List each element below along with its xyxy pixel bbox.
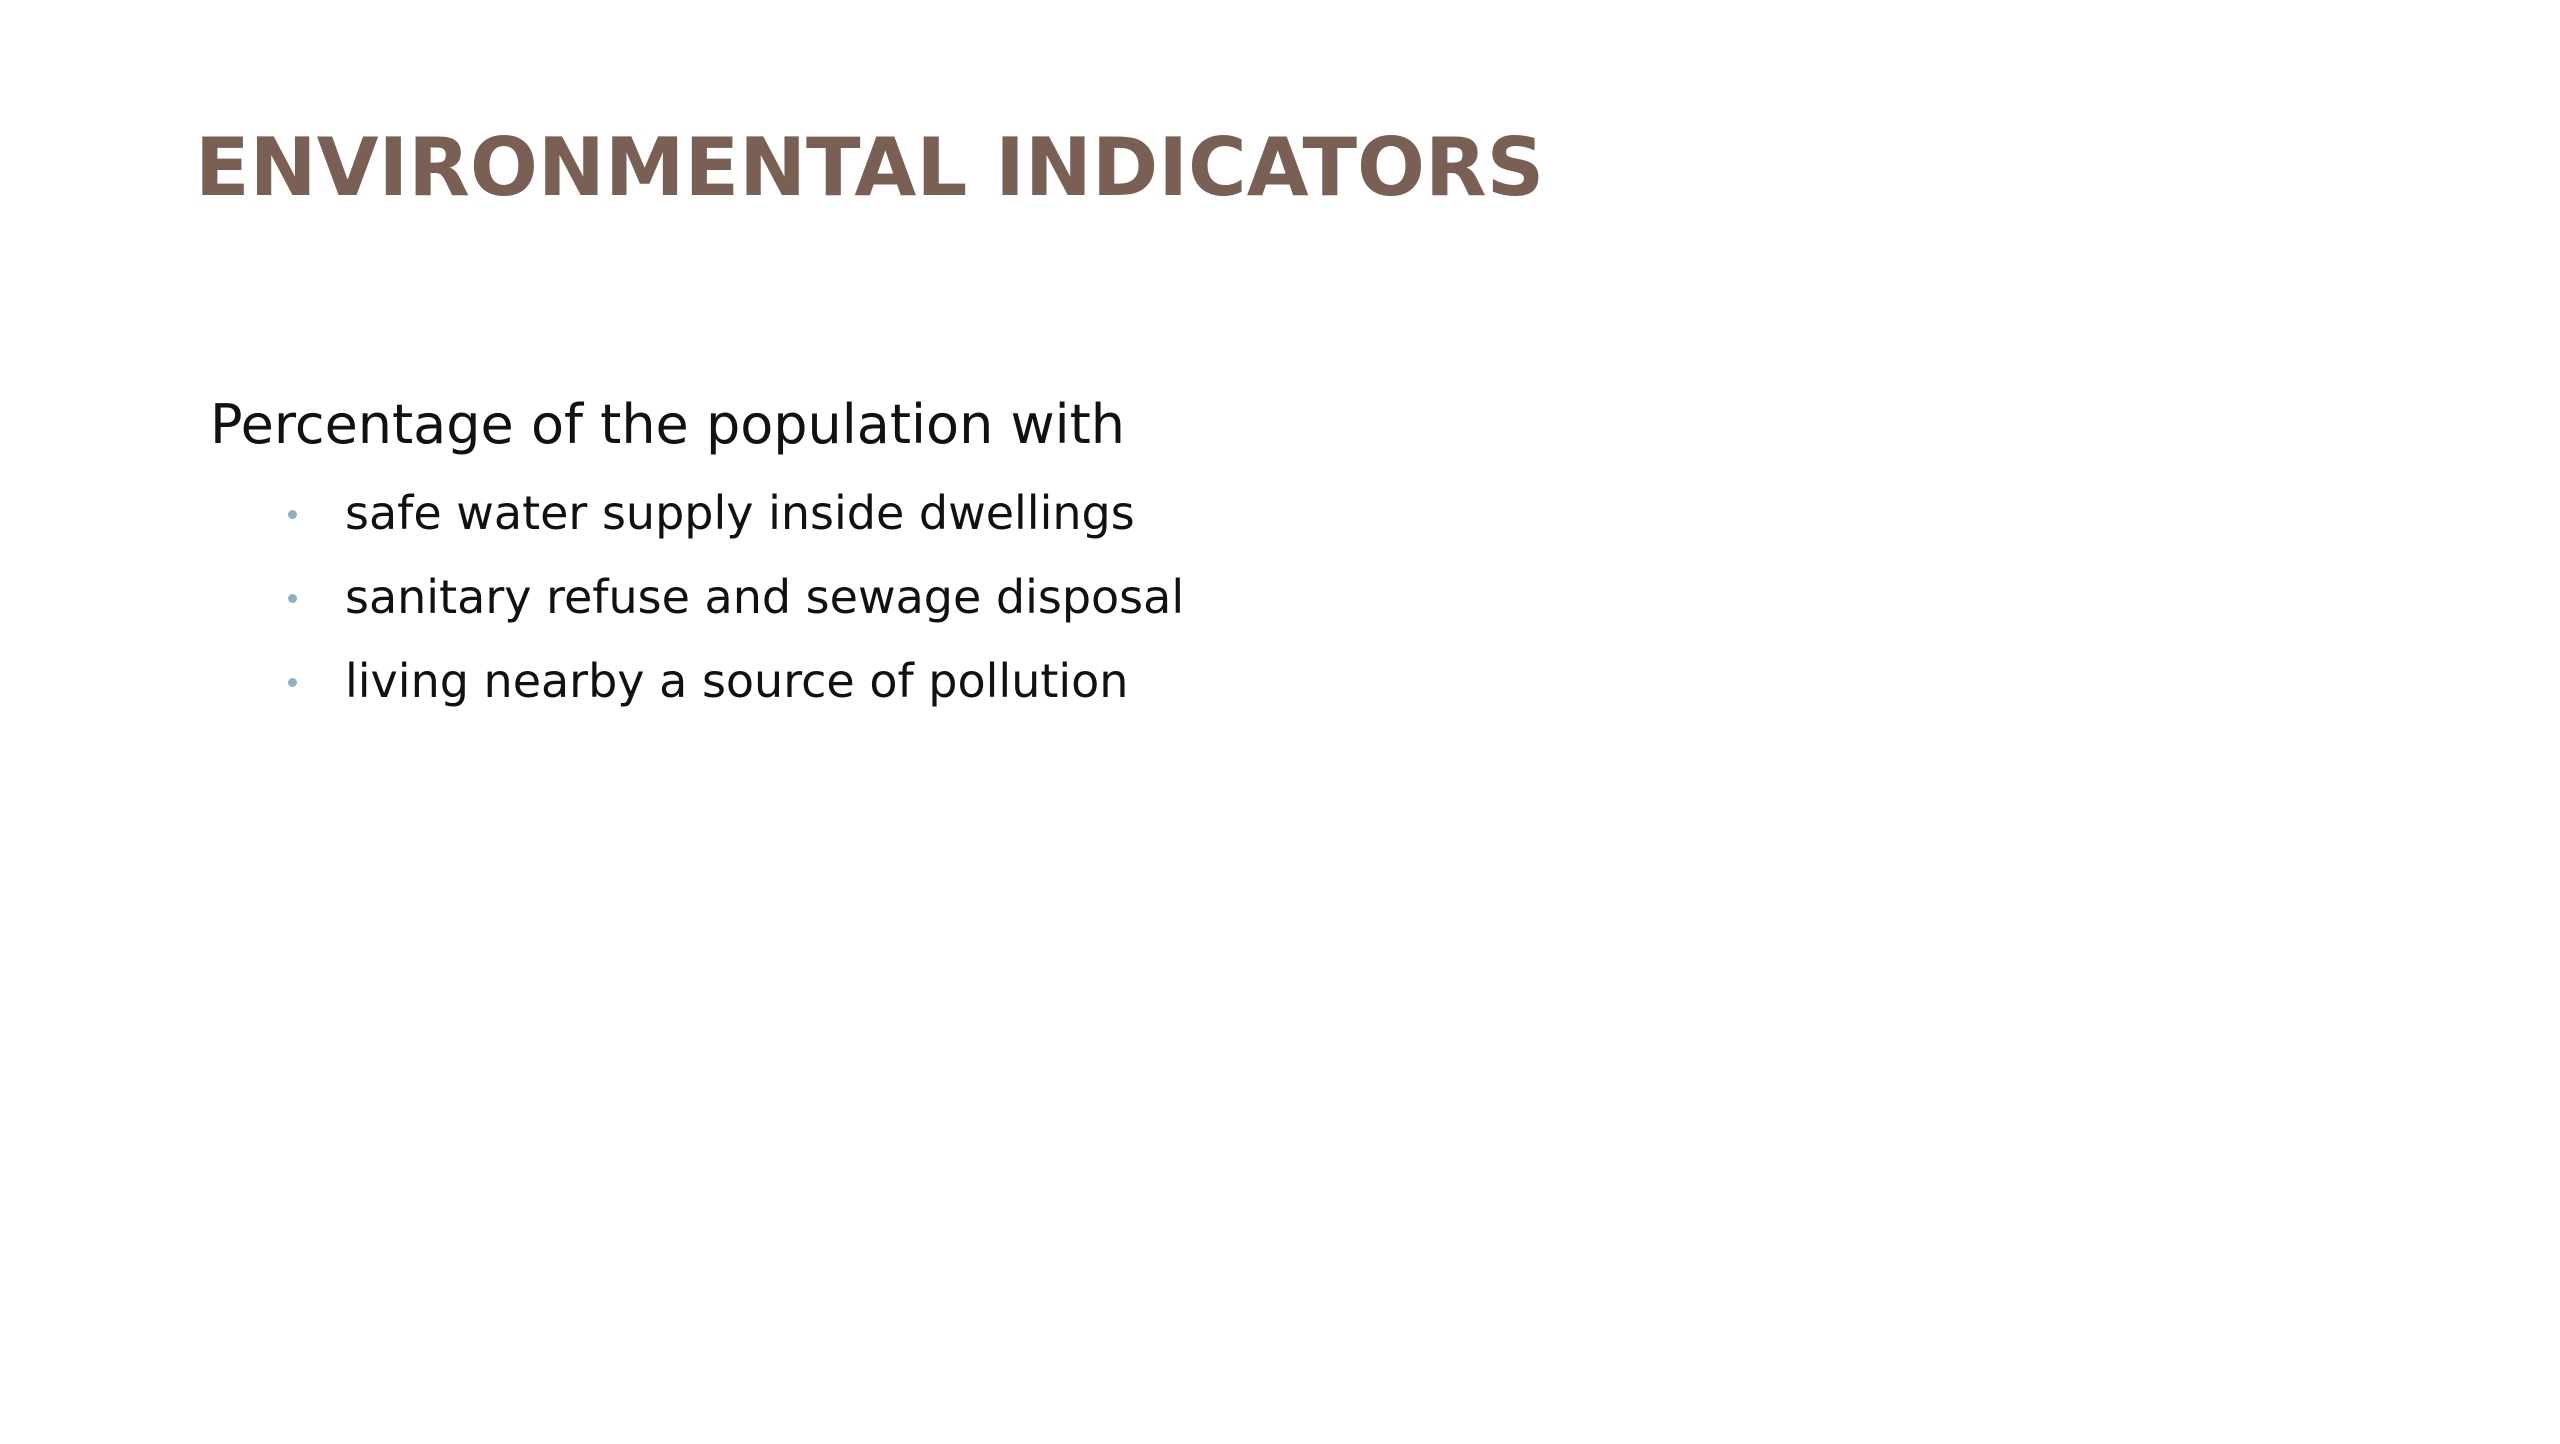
bullet-item [210, 639, 2110, 723]
bullet-dot-icon [288, 510, 297, 519]
bullet-dot-icon [288, 678, 297, 687]
bullet-text: sanitary refuse and sewage disposal [345, 570, 1185, 624]
bullet-list [210, 471, 2110, 723]
slide-title: ENVIRONMENTAL INDICATORS [195, 121, 1545, 214]
lead-text: Percentage of the population with [210, 393, 1126, 456]
slide-body [210, 385, 2110, 723]
bullet-dot-icon [288, 594, 297, 603]
bullet-item [210, 555, 2110, 639]
bullet-text: safe water supply inside dwellings [345, 486, 1135, 540]
bullet-text: living nearby a source of pollution [345, 654, 1129, 708]
bullet-item [210, 471, 2110, 555]
